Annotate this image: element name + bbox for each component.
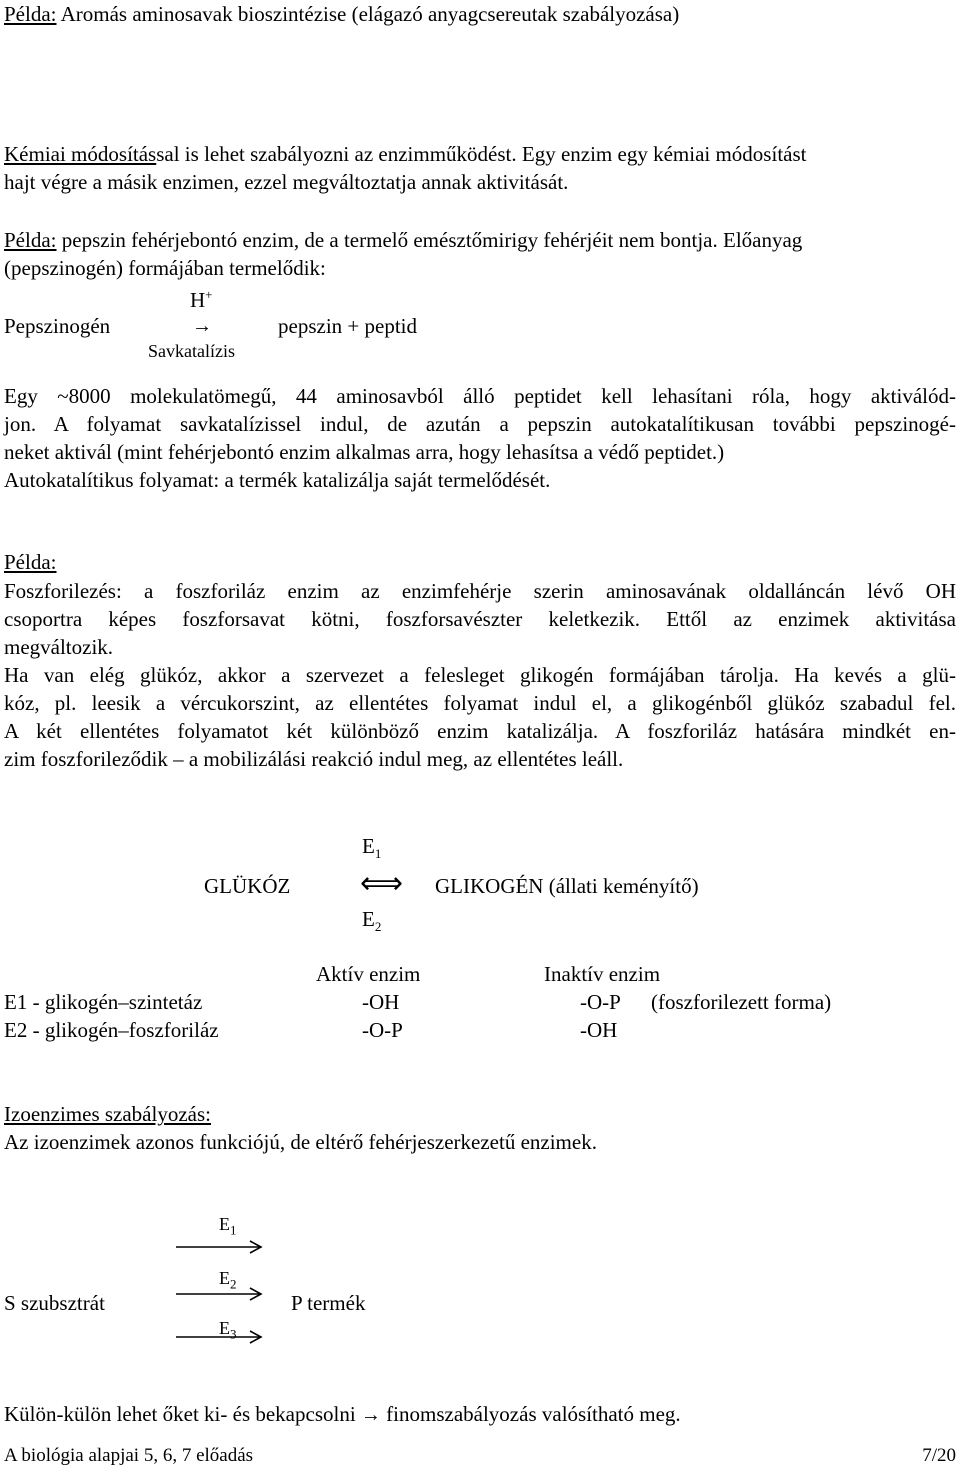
inactive-enzyme-header: Inaktív enzim — [544, 962, 661, 986]
row-2-active: -O-P — [362, 1018, 403, 1042]
glyco-e2-text: E — [362, 907, 375, 931]
phos-line-5: kóz, pl. leesik a vércukorszint, az ellentétes folyamat indul el, a glikogénből glükóz szabadul fel. — [4, 691, 956, 715]
final-arrow-icon: → — [360, 1404, 381, 1426]
row-1-inactive: -O-P — [580, 990, 621, 1014]
double-arrow-icon: ⟺ — [360, 867, 404, 900]
arrow-e1-icon — [176, 1240, 266, 1254]
phos-line-4: Ha van elég glükóz, akkor a szervezet a felesleget glikogén formájában tárolja. Ha kevés a glü- — [4, 663, 956, 687]
pepsin-para-4: Autokatalítikus folyamat: a termék katalizálja saját termelődését. — [4, 468, 551, 492]
active-enzyme-header: Aktív enzim — [316, 962, 421, 986]
glukoz-label: GLÜKÓZ — [204, 874, 291, 898]
row-1-active: -OH — [362, 990, 400, 1014]
pepsin-reaction-arrow: → — [192, 315, 212, 337]
pepsin-label: Példa: — [4, 228, 57, 252]
glikogen-label: GLIKOGÉN (állati keményítő) — [435, 874, 699, 898]
glyco-e2-sub: 2 — [374, 919, 382, 935]
phos-line-1: Foszforilezés: a foszforiláz enzim az enzimfehérje szerin aminosavának oldalláncán lévő OH — [4, 579, 956, 603]
iso-e3-sub: 3 — [230, 1326, 237, 1342]
title-text: Aromás aminosavak bioszintézise (elágazó anyagcsereutak szabályozása) — [56, 2, 680, 26]
chem-mod-line-1 — [4, 140, 806, 168]
savkatalizis-label: Savkatalízis — [148, 341, 235, 361]
pepsin-line-1 — [4, 226, 802, 254]
phos-line-2: csoportra képes foszforsavat kötni, foszforsavészter keletkezik. Ettől az enzimek aktivitása — [4, 607, 956, 631]
substrate-label: S szubsztrát — [4, 1291, 105, 1315]
glyco-e1-text: E — [362, 834, 375, 858]
pepsin-para-1: Egy ~8000 molekulatömegű, 44 aminosavból álló peptidet kell lehasítani róla, hogy aktiválód- — [4, 384, 956, 408]
arrow-e2-icon — [176, 1287, 266, 1301]
product-label: P termék — [291, 1291, 366, 1315]
pepsin-para-2: jon. A folyamat savkatalízissel indul, de azután a pepszin autokatalítikusan további pepszinogé- — [4, 412, 956, 436]
glyco-e1 — [362, 832, 381, 868]
phos-line-7: zim foszforileződik – a mobilizálási reakció indul meg, az ellentétes leáll. — [4, 747, 624, 771]
pepsin-line-2: (pepszinogén) formájában termelődik: — [4, 256, 326, 280]
iso-e1-text: E — [219, 1214, 230, 1234]
phos-line-6: A két ellentétes folyamatot két különböző enzim katalizálja. A foszforiláz hatására mindkét en- — [4, 719, 956, 743]
pepsin-para-3: neket aktivál (mint fehérjebontó enzim alkalmas arra, hogy lehasítsa a védő peptidet.) — [4, 440, 725, 464]
glyco-e2 — [362, 905, 381, 941]
footer-left: A biológia alapjai 5, 6, 7 előadás — [4, 1445, 254, 1466]
pepsin-line-1-text: pepszin fehérjebontó enzim, de a termelő emésztőmirigy fehérjéit nem bontja. Előanyag — [56, 228, 803, 252]
iso-heading: Izoenzimes szabályozás: — [4, 1102, 211, 1126]
pepszinogen-label: Pepszinogén — [4, 314, 111, 338]
row-1-name: E1 - glikogén–szintetáz — [4, 990, 203, 1014]
iso-e1 — [219, 1212, 237, 1243]
pepsin-h-ion — [190, 283, 213, 312]
pepsin-product-label: pepszin + peptid — [278, 314, 417, 338]
final-post: finomszabályozás valósítható meg. — [380, 1402, 681, 1426]
row-2-name: E2 - glikogén–foszforiláz — [4, 1018, 219, 1042]
chem-mod-line-1-rest: sal is lehet szabályozni az enzimműködést. Egy enzim egy kémiai módosítást — [156, 142, 807, 166]
page-number: 7/20 — [922, 1445, 956, 1466]
h-text: H — [190, 288, 206, 312]
h-sup: + — [205, 287, 213, 302]
iso-e2-sub: 2 — [230, 1276, 237, 1292]
iso-final-line — [4, 1400, 681, 1429]
chem-mod-underlined: Kémiai módosítás — [4, 142, 157, 166]
iso-e1-sub: 1 — [230, 1222, 237, 1238]
row-2-inactive: -OH — [580, 1018, 618, 1042]
iso-e3-text: E — [219, 1318, 230, 1338]
phos-label: Példa: — [4, 550, 57, 574]
chem-mod-line-2: hajt végre a másik enzimen, ezzel megváltoztatja annak aktivitását. — [4, 170, 569, 194]
iso-e2-text: E — [219, 1268, 230, 1288]
arrow-e3-icon — [176, 1330, 266, 1344]
phos-line-3: megváltozik. — [4, 635, 114, 659]
title-label: Példa: — [4, 2, 57, 26]
glyco-e1-sub: 1 — [374, 846, 382, 862]
row-1-note: (foszforilezett forma) — [651, 990, 832, 1014]
final-pre: Külön-külön lehet őket ki- és bekapcsolni — [4, 1402, 361, 1426]
iso-line: Az izoenzimek azonos funkciójú, de eltérő fehérjeszerkezetű enzimek. — [4, 1130, 597, 1154]
title — [4, 0, 679, 28]
